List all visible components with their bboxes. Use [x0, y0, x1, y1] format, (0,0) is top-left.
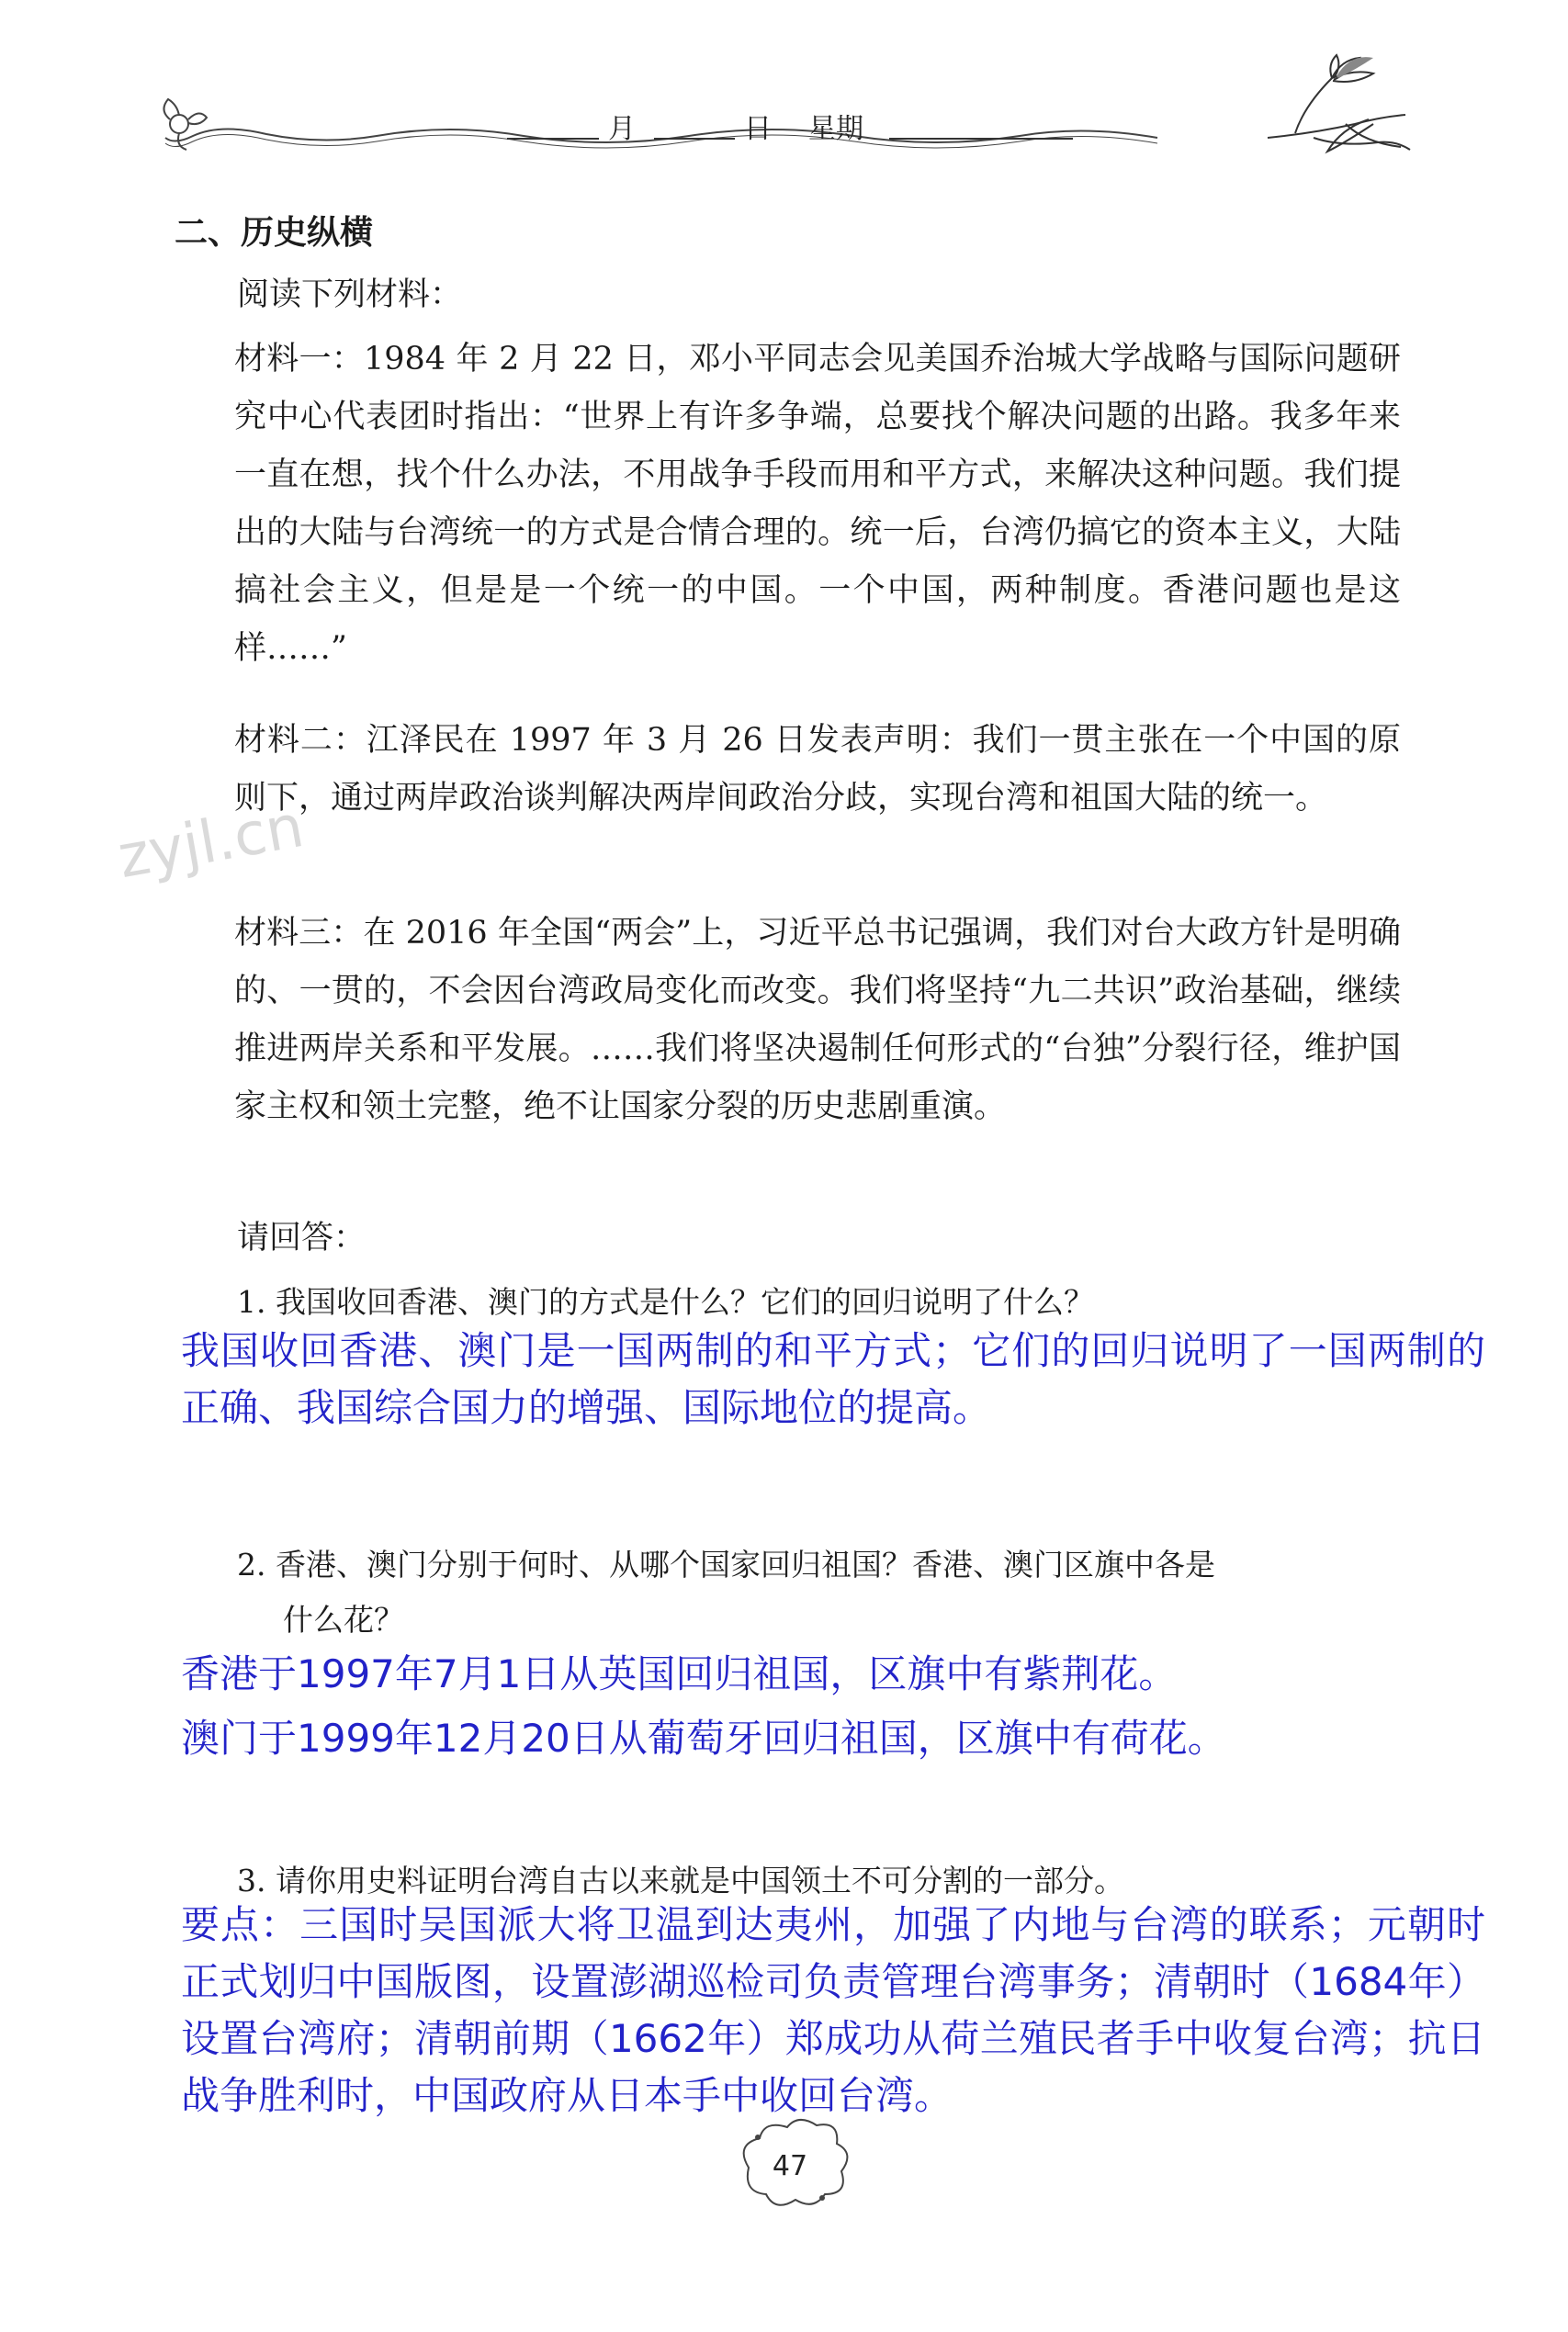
question-1: 1. 我国收回香港、澳门的方式是什么？它们的回归说明了什么？ — [237, 1284, 1094, 1320]
answer-1: 我国收回香港、澳门是一国两制的和平方式；它们的回归说明了一国两制的正确、我国综合国力的增强、国际地位的提高。 — [181, 1328, 1485, 1430]
answer-3: 要点：三国时吴国派大将卫温到达夷州，加强了内地与台湾的联系；元朝时正式划归中国版图，设置澎湖巡检司负责管理台湾事务；清朝时（1684年）设置台湾府；清朝前期（1662年）郑成功从荷兰殖民者手中收复台湾；抗日战争胜利时，中国政府从日本手中收回台湾。 — [181, 1902, 1485, 2118]
material-2: 材料二：江泽民在 1997 年 3 月 26 日发表声明：我们一贯主张在一个中国的原则下，通过两岸政治谈判解决两岸间政治分歧，实现台湾和祖国大陆的统一。 — [234, 722, 1401, 817]
section-title: 二、历史纵横 — [175, 214, 374, 252]
question-3: 3. 请你用史料证明台湾自古以来就是中国领土不可分割的一部分。 — [237, 1863, 1124, 1898]
header-vine-decoration — [147, 83, 1304, 160]
question-2-line-2: 什么花？ — [283, 1602, 404, 1638]
page-number: 47 — [772, 2150, 808, 2182]
weekday-label: 星期 — [808, 113, 863, 145]
day-label: 日 — [744, 113, 772, 145]
instruction-text: 阅读下列材料： — [237, 276, 463, 313]
material-1: 材料一：1984 年 2 月 22 日，邓小平同志会见美国乔治城大学战略与国际问题研究中心代表团时指出：“世界上有许多争端，总要找个解决问题的出路。我多年来一直在想，找个什么办法，不用战争手段而用和平方式，来解决这种问题。我们提出的大陆与台湾统一的方式是合情合理的。统一后，台湾仍搞它的资本主义，大陆搞社会主义，但是是一个统一的中国。一个中国，两种制度。香港问题也是这样……” — [234, 341, 1401, 667]
material-3: 材料三：在 2016 年全国“两会”上，习近平总书记强调，我们对台大政方针是明确的、一贯的，不会因台湾政局变化而改变。我们将坚持“九二共识”政治基础，继续推进两岸关系和平发展。……我们将坚决遏制任何形式的“台独”分裂行径，维护国家主权和领土完整，绝不让国家分裂的历史悲剧重演。 — [234, 915, 1401, 1125]
watermark: zyjl.cn — [113, 792, 310, 893]
answer-prompt: 请回答： — [237, 1220, 367, 1256]
question-2-line-1: 2. 香港、澳门分别于何时、从哪个国家回归祖国？香港、澳门区旗中各是 — [237, 1547, 1215, 1583]
bird-of-paradise-plant-decoration — [1258, 51, 1415, 174]
month-label: 月 — [608, 113, 636, 145]
day-blank[interactable] — [654, 138, 735, 140]
weekday-blank[interactable] — [889, 138, 1073, 140]
answer-2-line-2: 澳门于1999年12月20日从葡萄牙回归祖国，区旗中有荷花。 — [181, 1716, 1226, 1761]
month-blank[interactable] — [507, 138, 599, 140]
page-number-badge — [730, 2117, 850, 2218]
answer-2-line-1: 香港于1997年7月1日从英国回归祖国，区旗中有紫荆花。 — [181, 1651, 1178, 1696]
